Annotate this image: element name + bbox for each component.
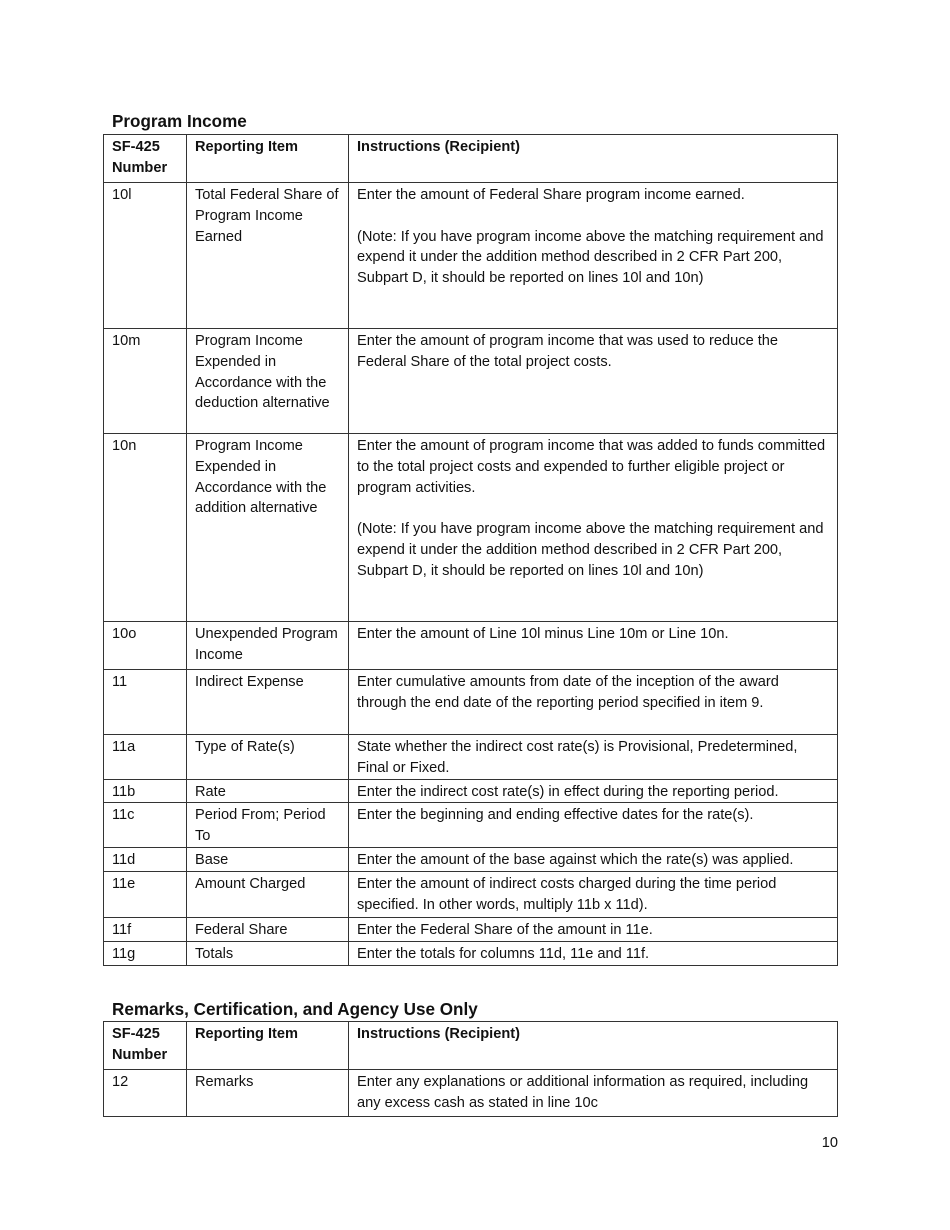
instruction-text: Enter any explanations or additional information as required, including any excess cash as stated in line 10c bbox=[357, 1074, 809, 1111]
table-row bbox=[104, 329, 838, 434]
row-number: 11f bbox=[104, 917, 187, 941]
header-instructions: Instructions (Recipient) bbox=[349, 1022, 838, 1070]
row-instructions bbox=[349, 670, 838, 735]
row-item: Program Income Expended in Accordance with the deduction alternative bbox=[187, 329, 349, 434]
page-number: 10 bbox=[821, 1135, 838, 1151]
row-instructions bbox=[349, 1070, 838, 1117]
remarks-table bbox=[103, 1021, 838, 1117]
row-number: 10n bbox=[104, 434, 187, 622]
row-item: Base bbox=[187, 847, 349, 871]
instruction-text: Enter the amount of indirect costs charged during the time period specified. In other words, multiply 11b x 11d). bbox=[357, 875, 777, 913]
header-sf425-number: SF-425 Number bbox=[104, 1022, 187, 1070]
instruction-note: (Note: If you have program income above the matching requirement and expend it under the addition method described in 2 CFR Part 200, Subpart D, it should be reported on lines 10l and 10n) bbox=[357, 521, 824, 579]
header-reporting-item: Reporting Item bbox=[187, 1022, 349, 1070]
instruction-text: Enter the totals for columns 11d, 11e and 11f. bbox=[357, 945, 650, 962]
instruction-text: Enter the amount of program income that was added to funds committed to the total project costs and expended to further eligible project or program activities. bbox=[357, 438, 826, 496]
program-income-table bbox=[103, 134, 838, 966]
row-instructions bbox=[349, 847, 838, 871]
row-number: 12 bbox=[104, 1070, 187, 1117]
row-item: Period From; Period To bbox=[187, 803, 349, 848]
instruction-text: Enter cumulative amounts from date of the inception of the award through the end date of the reporting period specified in item 9. bbox=[357, 674, 779, 711]
row-item: Amount Charged bbox=[187, 871, 349, 917]
instruction-text: Enter the Federal Share of the amount in 11e. bbox=[357, 921, 653, 938]
row-item: Remarks bbox=[187, 1070, 349, 1117]
row-item: Type of Rate(s) bbox=[187, 735, 349, 780]
table-row bbox=[104, 622, 838, 670]
row-number: 10m bbox=[104, 329, 187, 434]
row-number: 11d bbox=[104, 847, 187, 871]
section-title-remarks: Remarks, Certification, and Agency Use Only bbox=[112, 1000, 478, 1019]
header-reporting-item: Reporting Item bbox=[187, 135, 349, 183]
row-item: Rate bbox=[187, 779, 349, 803]
table-header-row bbox=[104, 135, 838, 183]
table-header-row bbox=[104, 1022, 838, 1070]
instruction-note: (Note: If you have program income above the matching requirement and expend it under the addition method described in 2 CFR Part 200, Subpart D, it should be reported on lines 10l and 10n) bbox=[357, 228, 824, 287]
row-item: Totals bbox=[187, 941, 349, 965]
row-instructions bbox=[349, 329, 838, 434]
instruction-text: Enter the beginning and ending effective dates for the rate(s). bbox=[357, 807, 754, 824]
instruction-text: Enter the indirect cost rate(s) in effect during the reporting period. bbox=[357, 783, 779, 800]
row-item: Total Federal Share of Program Income Earned bbox=[187, 183, 349, 329]
row-number: 11c bbox=[104, 803, 187, 848]
table-row bbox=[104, 735, 838, 780]
row-instructions bbox=[349, 871, 838, 917]
row-instructions bbox=[349, 183, 838, 329]
instruction-text: Enter the amount of program income that was used to reduce the Federal Share of the total project costs. bbox=[357, 333, 779, 370]
row-item: Indirect Expense bbox=[187, 670, 349, 735]
row-number: 11b bbox=[104, 779, 187, 803]
row-instructions bbox=[349, 735, 838, 780]
table-row bbox=[104, 803, 838, 848]
row-number: 11 bbox=[104, 670, 187, 735]
row-instructions bbox=[349, 622, 838, 670]
row-item: Federal Share bbox=[187, 917, 349, 941]
row-item: Unexpended Program Income bbox=[187, 622, 349, 670]
instruction-text: Enter the amount of Line 10l minus Line 10m or Line 10n. bbox=[357, 626, 729, 642]
row-instructions bbox=[349, 803, 838, 848]
row-number: 11a bbox=[104, 735, 187, 780]
table-row bbox=[104, 670, 838, 735]
instruction-text: Enter the amount of Federal Share program income earned. bbox=[357, 187, 745, 203]
table-row bbox=[104, 847, 838, 871]
table-row bbox=[104, 941, 838, 965]
row-instructions bbox=[349, 941, 838, 965]
table-row bbox=[104, 871, 838, 917]
row-instructions bbox=[349, 917, 838, 941]
header-instructions: Instructions (Recipient) bbox=[349, 135, 838, 183]
table-row bbox=[104, 1070, 838, 1117]
row-number: 11g bbox=[104, 941, 187, 965]
instruction-text: State whether the indirect cost rate(s) is Provisional, Predetermined, Final or Fixed. bbox=[357, 739, 798, 776]
row-instructions bbox=[349, 779, 838, 803]
table-row bbox=[104, 779, 838, 803]
instruction-text: Enter the amount of the base against which the rate(s) was applied. bbox=[357, 851, 794, 868]
row-number: 10l bbox=[104, 183, 187, 329]
row-number: 11e bbox=[104, 871, 187, 917]
row-instructions bbox=[349, 434, 838, 622]
table-row bbox=[104, 434, 838, 622]
header-sf425-number: SF-425 Number bbox=[104, 135, 187, 183]
table-row bbox=[104, 183, 838, 329]
section-title-program-income: Program Income bbox=[112, 112, 247, 131]
table-row bbox=[104, 917, 838, 941]
row-number: 10o bbox=[104, 622, 187, 670]
row-item: Program Income Expended in Accordance with the addition alternative bbox=[187, 434, 349, 622]
